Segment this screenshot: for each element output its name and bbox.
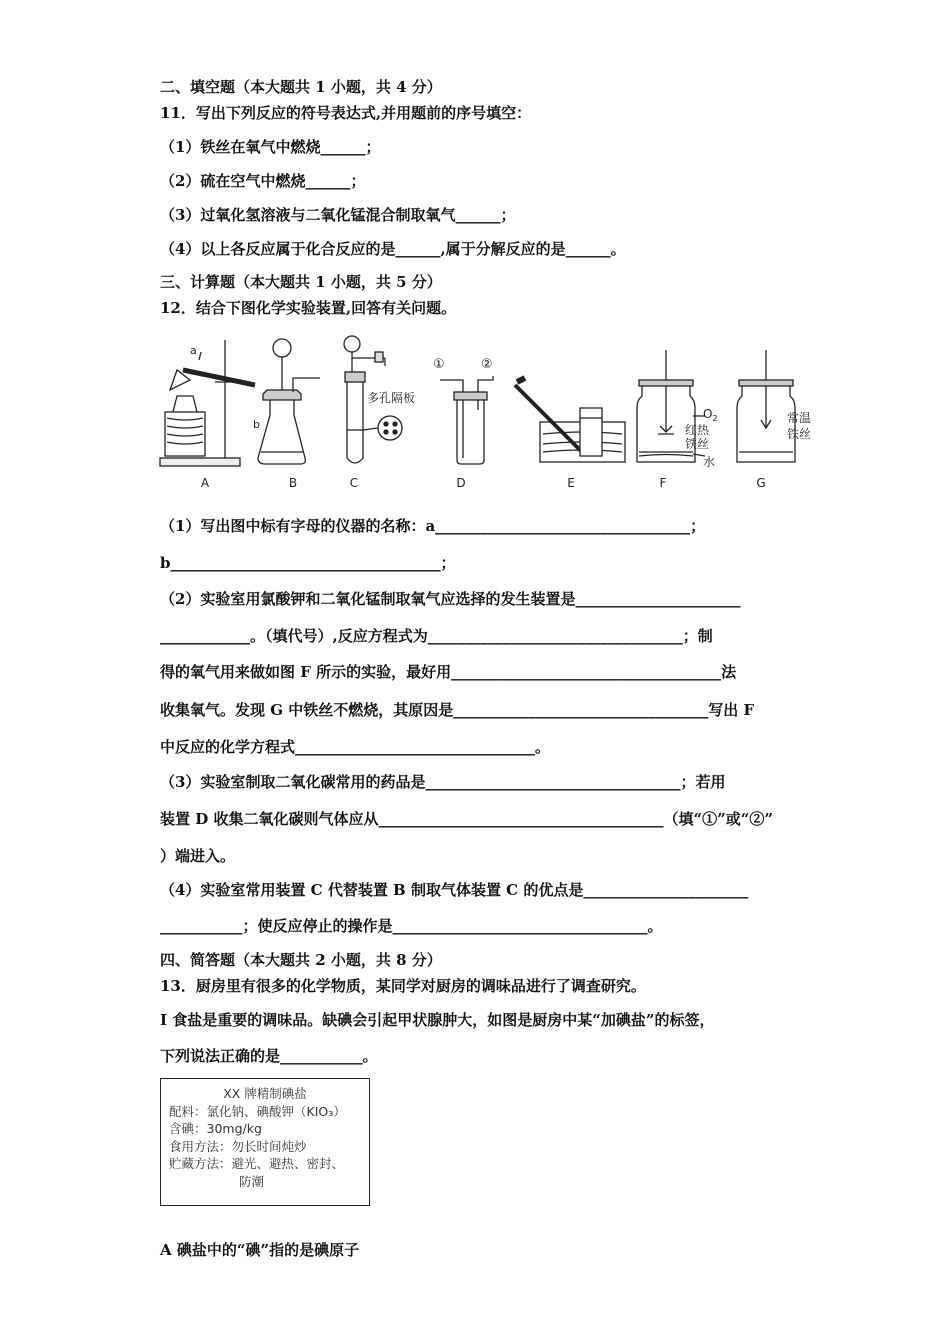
label-porous-plate: 多孔隔板 [367,391,416,405]
salt-label-usage: 食用方法：勿长时间炖炒 [169,1138,307,1154]
question-11-part-4: （4）以上各反应属于化合反应的是______,属于分解反应的是______。 [160,240,626,258]
letter-f: F [659,476,667,490]
question-11-part-1: （1）铁丝在氧气中燃烧______； [160,138,381,156]
question-12-part-2-line-4: 收集氧气。发现 G 中铁丝不燃烧，其原因是__________________________________写出 F [160,701,755,719]
question-12-part-4-line-2: ___________；使反应停止的操作是__________________________________。 [160,917,663,935]
question-12-part-2-line-3: 得的氧气用来做如图 F 所示的实验，最好用____________________________________法 [160,663,737,681]
label-red-hot-1: 红热 [685,423,710,437]
label-normal-temp-2: 铁丝 [787,427,812,441]
label-normal-temp-1: 常温 [787,411,812,425]
label-a: a [190,344,197,357]
letter-d: D [456,476,466,490]
question-13-part-1-line-2: 下列说法正确的是___________。 [160,1047,378,1065]
letter-g: G [756,476,766,490]
question-12-part-3-line-1: （3）实验室制取二氧化碳常用的药品是__________________________________；若用 [160,773,726,791]
question-12-part-1a: （1）写出图中标有字母的仪器的名称：a__________________________________； [160,517,706,535]
question-12-part-2-line-1: （2）实验室用氯酸钾和二氧化锰制取氧气应选择的发生装置是______________________ [160,590,741,608]
salt-label-iodine: 含碘：30mg/kg [169,1121,262,1136]
salt-label-ingredients: 配料：氯化钠、碘酸钾（KIO₃） [169,1103,346,1119]
apparatus-e-drawing [515,378,625,462]
label-port-1: ① [433,357,445,372]
iodized-salt-label [160,1078,370,1206]
lab-apparatus-figure [155,330,815,495]
question-12-part-4-line-1: （4）实验室常用装置 C 代替装置 B 制取气体装置 C 的优点是______________________ [160,881,749,899]
question-12-part-2-line-5: 中反应的化学方程式________________________________。 [160,738,551,756]
apparatus-a-drawing [160,340,255,466]
salt-label-title: XX 牌精制碘盐 [223,1086,307,1101]
salt-label-storage: 贮藏方法：避光、避热、密封、 [169,1156,345,1171]
label-water: 水 [703,455,716,469]
question-12-part-1b: b____________________________________； [160,554,456,572]
question-11-part-2: （2）硫在空气中燃烧______； [160,172,366,190]
question-11-stem: 11．写出下列反应的符号表达式,并用题前的序号填空： [160,104,532,122]
question-12-stem: 12．结合下图化学实验装置,回答有关问题。 [160,299,457,317]
salt-label-storage-2: 防潮 [239,1173,265,1189]
letter-c: C [349,476,359,490]
apparatus-g-drawing [737,350,795,462]
question-12-part-3-line-3: ）端进入。 [160,847,236,865]
question-13-stem: 13．厨房里有很多的化学物质，某同学对厨房的调味品进行了调查研究。 [160,977,646,995]
label-b: b [253,418,260,431]
section-heading-calculation: 三、计算题（本大题共 1 小题，共 5 分） [160,273,442,291]
apparatus-d-drawing [440,376,493,464]
letter-e: E [567,476,575,490]
question-12-part-2-line-2: ____________。（填代号）,反应方程式为__________________________________；制 [160,627,713,645]
question-13-part-1-line-1: Ⅰ 食盐是重要的调味品。缺碘会引起甲状腺肿大，如图是厨房中某“加碘盐”的标签， [160,1011,715,1029]
label-port-2: ② [481,357,493,372]
letter-b: B [288,476,298,490]
section-heading-short-answer: 四、简答题（本大题共 2 小题，共 8 分） [160,951,442,969]
apparatus-b-drawing [258,339,320,464]
label-red-hot-2: 铁丝 [685,437,710,451]
label-o2: $O_2$ [703,407,718,423]
question-12-part-3-line-2: 装置 D 收集二氧化碳则气体应从______________________________________（填“①”或“②” [160,810,773,828]
question-11-part-3: （3）过氧化氢溶液与二氧化锰混合制取氧气______； [160,206,516,224]
question-13-option-a: A 碘盐中的“碘”指的是碘原子 [160,1241,360,1259]
section-heading-fill-in: 二、填空题（本大题共 1 小题，共 4 分） [160,78,442,96]
letter-a: A [200,476,210,490]
